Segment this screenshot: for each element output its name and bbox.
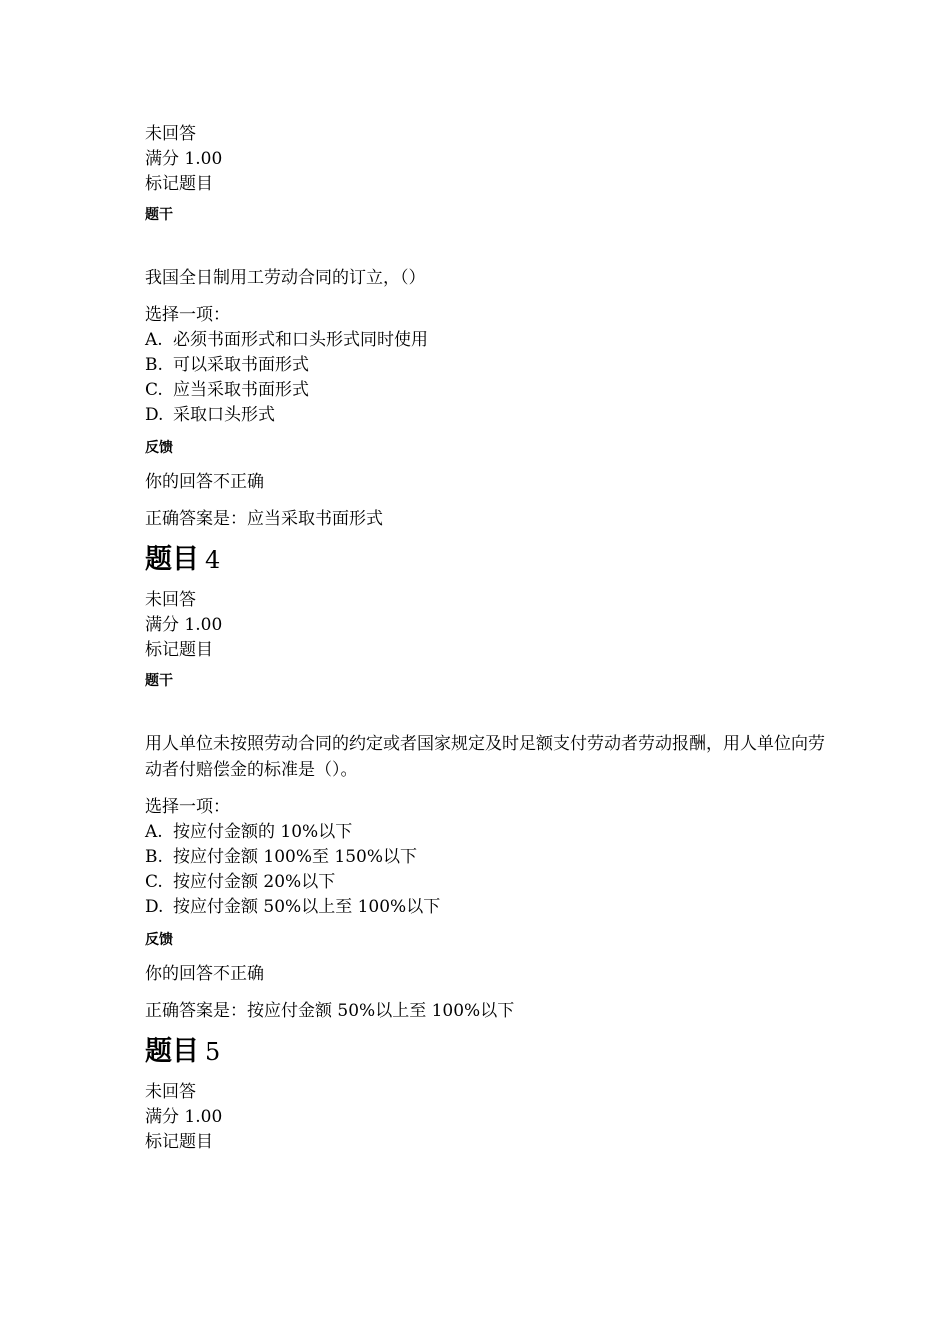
flag-question-link[interactable]: 标记题目 [145,640,213,660]
option-c[interactable] [145,378,825,403]
question-stem-label: 题干 [145,673,173,689]
option-text: 采取口头形式 [173,405,275,425]
answer-status: 未回答 [145,590,196,610]
option-letter: A. [145,822,163,842]
option-text: 按应付金额 50%以上至 100%以下 [173,897,441,917]
option-a[interactable] [145,328,825,353]
quiz-review-page [145,122,825,1155]
answer-status: 未回答 [145,1082,196,1102]
flag-question-link[interactable]: 标记题目 [145,174,213,194]
question-number: 5 [205,1038,221,1066]
option-a[interactable] [145,820,825,845]
answer-status: 未回答 [145,124,196,144]
option-letter: D. [145,897,164,917]
question-heading-label: 题目 [145,544,199,575]
option-letter: C. [145,872,163,892]
option-letter: B. [145,355,163,375]
option-b[interactable] [145,353,825,378]
feedback-result: 你的回答不正确 [145,964,264,984]
question-heading [145,542,825,578]
question-5-block [145,1034,825,1155]
max-score: 满分 1.00 [145,615,223,635]
question-3-block [145,122,825,532]
question-number: 4 [205,546,221,574]
option-text: 应当采取书面形式 [173,380,309,400]
question-heading [145,1034,825,1070]
feedback-result: 你的回答不正确 [145,472,264,492]
option-d[interactable] [145,895,825,920]
option-text: 按应付金额 100%至 150%以下 [173,847,418,867]
feedback-label: 反馈 [145,932,173,948]
correct-answer: 正确答案是：按应付金额 50%以上至 100%以下 [145,1001,515,1021]
question-text: 用人单位未按照劳动合同的约定或者国家规定及时足额支付劳动者劳动报酬，用人单位向劳动者付赔偿金的标准是（）。 [145,734,825,780]
option-d[interactable] [145,403,825,428]
option-letter: B. [145,847,163,867]
flag-question-link[interactable]: 标记题目 [145,1132,213,1152]
option-text: 可以采取书面形式 [173,355,309,375]
feedback-label: 反馈 [145,440,173,456]
question-stem-label: 题干 [145,207,173,223]
max-score: 满分 1.00 [145,149,223,169]
max-score: 满分 1.00 [145,1107,223,1127]
choose-one-label: 选择一项： [145,797,230,817]
option-letter: A. [145,330,163,350]
question-text: 我国全日制用工劳动合同的订立，（） [145,268,426,288]
question-heading-label: 题目 [145,1036,199,1067]
option-text: 按应付金额 20%以下 [173,872,336,892]
choose-one-label: 选择一项： [145,305,230,325]
correct-answer: 正确答案是：应当采取书面形式 [145,509,383,529]
option-letter: C. [145,380,163,400]
option-b[interactable] [145,845,825,870]
option-c[interactable] [145,870,825,895]
option-letter: D. [145,405,164,425]
option-text: 必须书面形式和口头形式同时使用 [173,330,428,350]
question-4-block [145,542,825,1024]
option-text: 按应付金额的 10%以下 [173,822,353,842]
